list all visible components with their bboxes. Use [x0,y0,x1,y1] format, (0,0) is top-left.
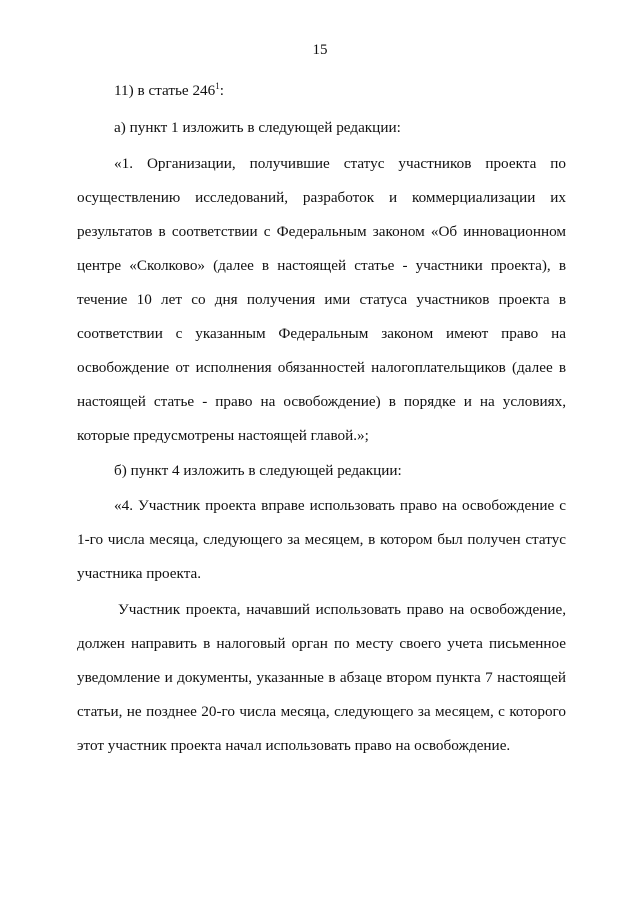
paragraph-4b-line: должен направить в налоговый орган по месту своего учета письменное [77,635,566,652]
paragraph-1-line: течение 10 лет со дня получения ими статуса участников проекта в [77,291,566,308]
paragraph-1-line: настоящей статье - право на освобождение) в порядке и на условиях, [77,393,566,410]
item-heading-text: 11) в статье 246 [114,82,216,99]
paragraph-4b-line: этот участник проекта начал использовать право на освобождение. [77,737,511,754]
paragraph-4b-line: Участник проекта, начавший использовать право на освобождение, [118,601,566,618]
item-heading-superscript: 1 [215,81,220,91]
paragraph-1-line: освобождение от исполнения обязанностей налогоплательщиков (далее в [77,359,566,376]
paragraph-4b-line: статьи, не позднее 20-го числа месяца, следующего за месяцем, с которого [77,703,566,720]
paragraph-1-line: «1. Организации, получившие статус участников проекта по [114,155,566,172]
subitem-b-intro: б) пункт 4 изложить в следующей редакции: [114,462,402,479]
paragraph-1-line: которые предусмотрены настоящей главой.»; [77,427,369,444]
paragraph-1-line: соответствии с указанным Федеральным законом имеют право на [77,325,566,342]
paragraph-4-line: участника проекта. [77,565,202,582]
paragraph-1-line: центре «Сколково» (далее в настоящей статье - участники проекта), в [77,257,566,274]
paragraph-1-line: результатов в соответствии с Федеральным законом «Об инновационном [77,223,566,240]
paragraph-4-line: «4. Участник проекта вправе использовать право на освобождение с [114,497,566,514]
paragraph-4-line: 1-го числа месяца, следующего за месяцем, в котором был получен статус [77,531,566,548]
paragraph-4b-line: уведомление и документы, указанные в абзаце втором пункта 7 настоящей [77,669,566,686]
item-heading [114,82,566,100]
item-heading-colon: : [219,82,224,99]
page-number: 15 [312,42,328,58]
paragraph-1-line: осуществлению исследований, разработок и коммерциализации их [77,189,566,206]
subitem-a-intro: а) пункт 1 изложить в следующей редакции: [114,119,401,136]
